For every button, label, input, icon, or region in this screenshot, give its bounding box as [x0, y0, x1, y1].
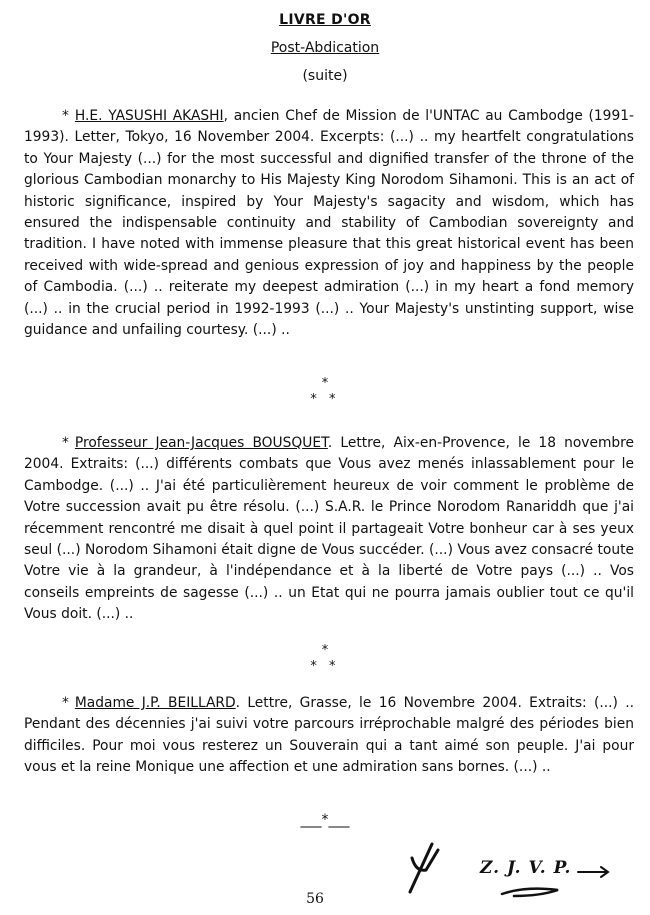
entry-author: H.E. YASUSHI AKASHI: [74, 108, 224, 124]
entry-beillard: [24, 693, 634, 779]
separator-bottom: * *: [310, 659, 340, 674]
continuation-label: (suite): [302, 68, 348, 84]
entry-marker: *: [62, 435, 69, 451]
entry-marker: *: [62, 695, 69, 711]
entry-text: , ancien Chef de Mission de l'UNTAC au Cambodge (1991-1993). Letter, Tokyo, 16 November 2004. Excerpts: (...) .. my heartfelt congratulations to Your Majesty (...) for the most successful and dignified transfer of the throne of the glorious Cambodian monarchy to His Majesty King Norodom Sihamoni. This is an act of historic significance, inspired by Your Majesty's sagacity and wisdom, which has ensured the indispensable continuity and stability of Cambodian sovereignty and tradition. I have noted with immense pleasure that this great historical event has been received with wide-spread and genious expression of joy and happiness by the people of Cambodia. (...) .. reiterate my deepest admiration (...) in my heart a fond memory (...) .. in the crucial period in 1992-1993 (...) .. Your Majesty's unstinting support, wise guidance and unfailing courtesy. (...) ..: [24, 108, 634, 339]
end-mark: ___*___: [300, 812, 350, 828]
section-separator: [0, 643, 650, 675]
page-title: LIVRE D'OR: [279, 12, 371, 28]
entry-akashi: [24, 106, 634, 341]
entry-author: Professeur Jean-Jacques BOUSQUET: [74, 435, 328, 451]
entry-marker: *: [62, 108, 69, 124]
separator-top: *: [321, 643, 329, 658]
separator-top: *: [321, 376, 329, 391]
entry-text: . Lettre, Aix-en-Provence, le 18 novembre 2004. Extraits: (...) différents combats que Vous avez menés inlassablement pour le Cambodge. (...) .. J'ai été particulièrement heureux de voir comment le problème de Votre succession avait pu être résolu. (...) S.A.R. le Prince Norodom Ranariddh que j'ai récemment rencontré me disait à quel point il partageait Votre bonheur car à ses yeux seul (...) Norodom Sihamoni était digne de Vous succéder. (...) Vous avez consacré toute Votre vie à la grandeur, à l'indépendance et à la liberté de Votre pays (...) .. Vos conseils empreints de sagesse (...) .. un Etat qui ne pourra jamais oublier tout ce qu'il Vous doit. (...) ..: [24, 435, 635, 623]
page-number: 56: [306, 891, 324, 907]
entry-text: . Lettre, Grasse, le 16 Novembre 2004. Extraits: (...) .. Pendant des décennies j'ai suivi votre parcours irréprochable malgré des périodes bien difficiles. Pour moi vous resterez un Souverain qui a tant aimé son peuple. J'ai pour vous et la reine Monique une affection et une admiration sans bornes. (...) ..: [24, 695, 634, 776]
separator-bottom: * *: [310, 392, 340, 407]
signature-initials-text: Z. J. V. P.: [480, 858, 572, 878]
entry-bousquet: [24, 433, 634, 626]
section-separator: [0, 376, 650, 408]
page-subtitle: Post-Abdication: [270, 40, 380, 56]
signature-flourish: [398, 838, 448, 896]
entry-author: Madame J.P. BEILLARD: [74, 695, 236, 711]
